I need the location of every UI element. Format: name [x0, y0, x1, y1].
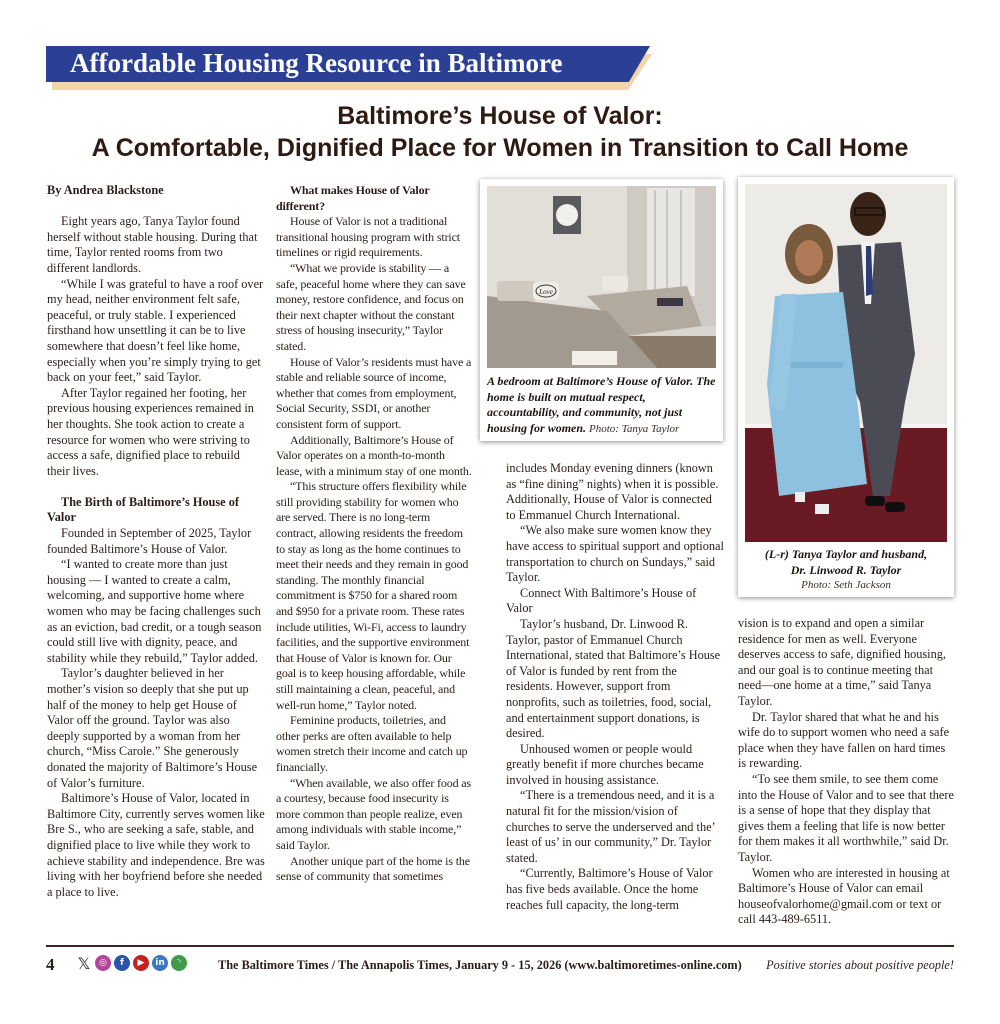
- paragraph: “What we provide is stability — a safe, peaceful home where they can save money, restore confidence, and focus on their next chapter without the constant stress of housing insecurity,” Taylor stated.: [276, 260, 466, 353]
- pillow-text: Love: [539, 288, 553, 296]
- paragraph: Feminine products, toiletries, and other perks are often available to help women stretch their income and catch up financially.: [276, 713, 468, 774]
- x-icon[interactable]: 𝕏: [77, 953, 91, 973]
- couple-photo-box: [738, 177, 954, 597]
- article-column-1: [47, 183, 265, 900]
- paragraph: “To see them smile, to see them come into the House of Valor and to see that there is a sense of hope that they display that gives them a feeling that life is now better for them makes it all worthwhile,” said Dr. Taylor.: [738, 771, 954, 864]
- paragraph: Taylor’s husband, Dr. Linwood R. Taylor, pastor of Emmanuel Church International, stated that Baltimore’s House of Valor is funded by rent from the residents. However, support from nonprofits, such as toiletries, food, social, and entertainment support donations, is desired.: [506, 616, 721, 741]
- paragraph: Eight years ago, Tanya Taylor found herself without stable housing. During that time, Taylor rented rooms from two different landlords.: [47, 214, 258, 275]
- rss-icon[interactable]: ◝: [171, 955, 187, 971]
- paragraph: Founded in September of 2025, Taylor founded Baltimore’s House of Valor.: [47, 526, 252, 556]
- paragraph: Women who are interested in housing at Baltimore’s House of Valor can email houseofvalorhome@gmail.com or text or call 443-489-6511.: [738, 865, 950, 927]
- paragraph: Taylor’s daughter believed in her mother’s vision so deeply that she put up half of the money to help get House of Valor off the ground. Taylor was also deeply supported by a woman from her church, “Miss Carole.” She generously donated the majority of Baltimore’s House of Valor’s furniture.: [47, 666, 258, 790]
- article-column-2: [276, 183, 472, 885]
- instagram-icon[interactable]: ◎: [95, 955, 111, 971]
- slogan: Positive stories about positive people!: [766, 958, 954, 972]
- bedroom-caption: [487, 374, 717, 437]
- bedroom-caption-text: A bedroom at Baltimore’s House of Valor. The home is built on mutual respect, accountability, and community, not just housing for women.: [487, 374, 716, 435]
- facebook-icon[interactable]: f: [114, 955, 130, 971]
- paragraph: After Taylor regained her footing, her previous housing experiences remained in her thoughts. She took action to create a resource for women who were striving to access a safe, dignified place to rebuild their lives.: [47, 385, 254, 478]
- paragraph: “This structure offers flexibility while still providing stability for women who are served. There is no long-term contract, allowing residents the freedom to stay as long as the home continues to meet their needs and they remain in good standing. The monthly financial commitment is $750 for a shared room and $950 for a private room. These rates include utilities, Wi-Fi, access to laundry facilities, and the supportive environment that House of Valor is known for. Our goal is to keep housing affordable, while still maintaining a clean, peaceful, and well-run home,” Taylor noted.: [276, 479, 470, 712]
- paragraph: Another unique part of the home is the sense of community that sometimes: [276, 853, 470, 884]
- section-title: Affordable Housing Resource in Baltimore: [70, 48, 563, 78]
- byline: By Andrea Blackstone: [47, 183, 164, 197]
- social-icons: [76, 955, 187, 971]
- paragraph: Unhoused women or people would greatly benefit if more churches became involved in housing assistance.: [506, 741, 704, 787]
- paragraph: “While I was grateful to have a roof over my head, neither environment felt safe, peaceful, or truly stable. I experienced firsthand how unsettling it can be to live somewhere that doesn’t feel like home, especially when you’re simply trying to get back on your feet,” said Taylor.: [47, 276, 264, 385]
- paragraph: “Currently, Baltimore’s House of Valor has five beds available. Once the home reaches full capacity, the long-term: [506, 866, 713, 912]
- paragraph: Additionally, Baltimore’s House of Valor operates on a month-to-month lease, with a minimum stay of one month.: [276, 432, 472, 478]
- couple-caption-line-2: Dr. Linwood R. Taylor: [790, 562, 902, 577]
- article-column-3: [506, 461, 724, 913]
- couple-caption: [738, 547, 954, 594]
- article-column-4: [738, 616, 956, 928]
- bedroom-photo: [487, 186, 716, 368]
- paragraph: vision is to expand and open a similar residence for men as well. Everyone deserves access to safe, dignified housing, and our goal is to continue meeting that need—one home at a time,” said Tanya Taylor.: [738, 616, 946, 708]
- headline-line-2: A Comfortable, Dignified Place for Women in Transition to Call Home: [91, 134, 909, 162]
- paragraph: “We also make sure women know they have access to spiritual support and optional transportation to church on Sundays,” said Taylor.: [506, 523, 724, 585]
- paragraph: “There is a tremendous need, and it is a natural fit for the mission/vision of churches to serve the underserved and the’ least of us’ in our community,” Dr. Taylor stated.: [506, 788, 715, 865]
- publication-info: The Baltimore Times / The Annapolis Times, January 9 - 15, 2026 (www.baltimoretimes-online.com): [218, 958, 742, 972]
- paragraph: Dr. Taylor shared that what he and his wife do to support women who need a safe place when they have fallen on hard times is rewarding.: [738, 709, 950, 771]
- page-number: 4: [46, 955, 55, 974]
- couple-caption-line-1: (L-r) Tanya Taylor and husband,: [764, 547, 928, 561]
- couple-photo: [745, 184, 947, 542]
- bedroom-photo-credit: Photo: Tanya Taylor: [589, 422, 680, 435]
- paragraph: “I wanted to create more than just housing — I wanted to create a calm, welcoming, and supportive home where women who may be facing challenges such as an eviction, bad credit, or a tough season could still live with dignity, peace, and stability while they rebuild,” Taylor added.: [47, 557, 262, 665]
- couple-photo-credit: Photo: Seth Jackson: [801, 579, 891, 591]
- subhead-connect: Connect With Baltimore’s House of Valor: [506, 585, 697, 616]
- paragraph: “When available, we also offer food as a courtesy, because food insecurity is more common than people realize, even among individuals with stable income,” said Taylor.: [276, 775, 471, 852]
- section-banner: [46, 46, 656, 88]
- headline-line-1: Baltimore’s House of Valor:: [337, 102, 663, 130]
- bedroom-photo-box: [480, 179, 723, 441]
- paragraph: House of Valor is not a traditional transitional housing program with strict timelines or rigid requirements.: [276, 214, 460, 260]
- footer-rule: [46, 945, 954, 947]
- paragraph: House of Valor’s residents must have a stable and reliable source of income, whether that comes from employment, Social Security, SSDI, or another consistent form of support.: [276, 354, 472, 431]
- subhead-different: What makes House of Valor different?: [276, 183, 430, 213]
- linkedin-icon[interactable]: in: [152, 955, 168, 971]
- youtube-icon[interactable]: ▶: [133, 955, 149, 971]
- paragraph: includes Monday evening dinners (known as “fine dining” nights) when it is possible. Additionally, House of Valor is connected to Emmanuel Church International.: [506, 461, 719, 522]
- subhead-birth: The Birth of Baltimore’s House of Valor: [47, 494, 239, 525]
- paragraph: Baltimore’s House of Valor, located in Baltimore City, currently serves women like Bre S., who are seeking a safe, stable, and dignified place to live while they work to achieve stability and independence. Bre was living with her boyfriend before she needed a place to live.: [47, 791, 265, 899]
